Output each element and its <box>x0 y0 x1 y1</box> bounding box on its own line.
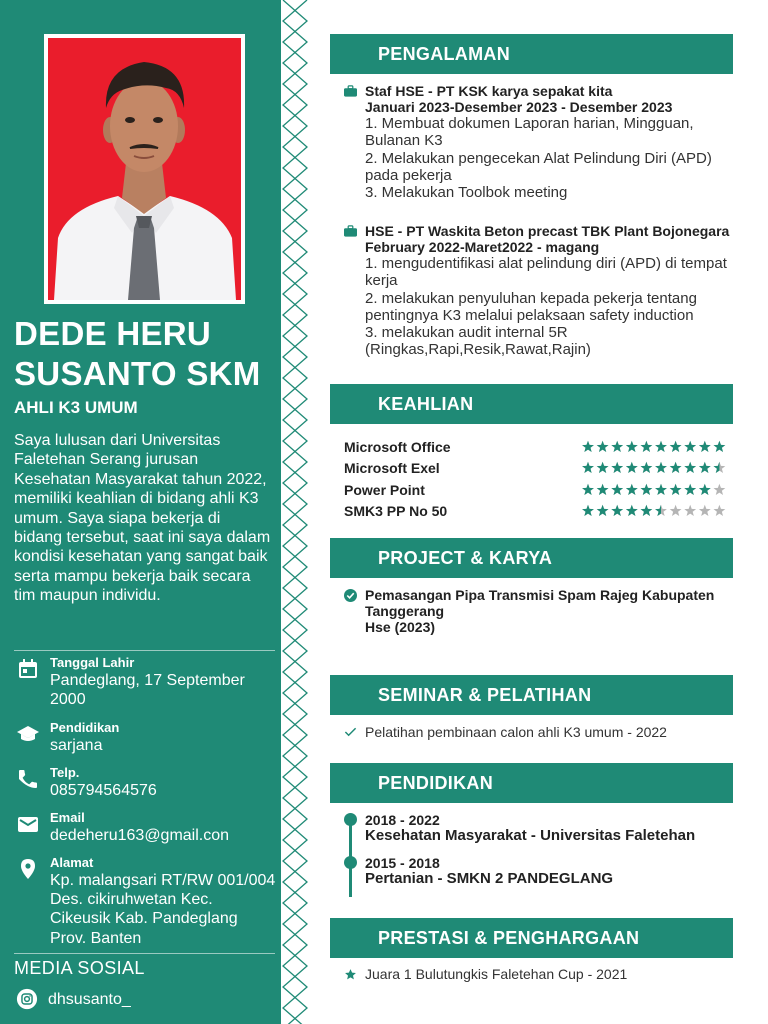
rating-star-filled <box>655 462 667 473</box>
skill-name: Microsoft Exel <box>344 460 440 476</box>
skill-name: Microsoft Office <box>344 439 451 455</box>
info-education <box>14 720 276 760</box>
rating-star <box>714 505 726 516</box>
rating-star-filled <box>655 441 667 452</box>
info-label: Pendidikan <box>50 720 120 735</box>
rating-star-filled <box>670 462 682 473</box>
email-icon <box>16 812 40 836</box>
rating-star-filled <box>582 441 594 452</box>
rating-star-filled <box>641 462 653 473</box>
rating-star-filled <box>684 462 696 473</box>
rating-star <box>684 505 696 516</box>
sidebar-separator <box>14 953 275 954</box>
section-projects-header <box>330 538 733 578</box>
skill-row <box>344 458 734 478</box>
section-education-header <box>330 763 733 803</box>
skill-row <box>344 437 734 457</box>
rating-star-filled <box>670 484 682 495</box>
info-label: Telp. <box>50 765 80 780</box>
award-text: Juara 1 Bulutungkis Faletehan Cup - 2021 <box>365 966 628 982</box>
instagram-icon <box>16 988 38 1010</box>
rating-star <box>699 505 711 516</box>
job-title: HSE - PT Waskita Beton precast TBK Plant Bojonegara <box>365 223 730 239</box>
education-years: 2015 - 2018 <box>365 855 440 871</box>
rating-star-filled <box>611 505 623 516</box>
rating-star-filled <box>597 505 609 516</box>
name-line-1: DEDE HERU <box>14 315 212 352</box>
rating-star-filled <box>684 484 696 495</box>
seminar-text: Pelatihan pembinaan calon ahli K3 umum - 2022 <box>365 724 667 740</box>
education-item <box>344 812 739 844</box>
info-birth <box>14 655 276 715</box>
rating-star-filled <box>611 441 623 452</box>
rating-star-filled <box>597 484 609 495</box>
job-duty: 3. melakukan audit internal 5R (Ringkas,Rapi,Resik,Rawat,Rajin) <box>365 324 591 359</box>
education-school: Pertanian - SMKN 2 PANDEGLANG <box>365 870 614 887</box>
experience-item <box>344 83 739 201</box>
check-circle-icon <box>344 589 357 602</box>
seminar-item <box>344 724 739 741</box>
rating-star-filled <box>641 505 653 516</box>
project-role: Hse (2023) <box>365 619 436 635</box>
social-media-title: MEDIA SOSIAL <box>14 958 145 978</box>
briefcase-icon <box>344 225 357 237</box>
job-duty: 2. melakukan penyuluhan kepada pekerja tentang pentingnya K3 melalui pelaksaan safety induction <box>365 289 697 324</box>
section-title: PENDIDIKAN <box>378 773 494 793</box>
rating-star-filled <box>684 441 696 452</box>
info-label: Alamat <box>50 855 94 870</box>
job-duty: 1. mengudentifikasi alat pelindung diri (APD) di tempat kerja <box>365 255 727 290</box>
section-skills-header <box>330 384 733 424</box>
rating-star-filled <box>670 441 682 452</box>
star-icon <box>344 968 357 981</box>
rating-star-filled <box>597 462 609 473</box>
job-duty: 2. Melakukan pengecekan Alat Pelindung Diri (APD) pada pekerja <box>365 149 712 184</box>
education-years: 2018 - 2022 <box>365 812 440 828</box>
rating-star <box>670 505 682 516</box>
education-school: Kesehatan Masyarakat - Universitas Faletehan <box>365 827 696 844</box>
rating-star-filled <box>626 462 638 473</box>
info-phone <box>14 765 276 805</box>
info-value[interactable]: 085794564576 <box>50 782 157 799</box>
section-title: PRESTASI & PENGHARGAAN <box>378 928 640 948</box>
rating-star-filled <box>611 484 623 495</box>
rating-star-filled <box>582 505 594 516</box>
skill-name: SMK3 PP No 50 <box>344 503 448 519</box>
skill-rating <box>581 437 731 457</box>
name-line-2: SUSANTO SKM <box>14 355 261 392</box>
check-icon <box>344 726 357 738</box>
skill-rating <box>581 458 731 478</box>
sidebar-separator <box>14 650 275 651</box>
job-period: Januari 2023-Desember 2023 - Desember 2023 <box>365 99 673 115</box>
rating-star-filled <box>655 484 667 495</box>
skill-rating <box>581 480 731 500</box>
about-text: Saya lulusan dari Universitas Faletehan Serang jurusan Kesehatan Masyarakat tahun 2022, memiliki keahlian di bidang ahli K3 umum. Saya siapa bekerja di bidang tersebut, saat ini saya dalam kondisi kesehatan yang sangat baik serta mampu bekerja baik secara tim maupun individu. <box>14 432 271 605</box>
info-value: sarjana <box>50 737 103 754</box>
info-value[interactable]: dedeheru163@gmail.con <box>50 827 230 844</box>
info-email <box>14 810 276 850</box>
job-duty: 1. Membuat dokumen Laporan harian, Mingguan, Bulanan K3 <box>365 115 694 150</box>
rating-star-filled <box>641 441 653 452</box>
section-title: KEAHLIAN <box>378 394 474 414</box>
profile-photo <box>44 34 245 304</box>
rating-star-filled <box>699 441 711 452</box>
calendar-icon <box>16 657 40 681</box>
project-item <box>344 587 739 635</box>
skill-row <box>344 480 734 500</box>
diamond-pattern <box>281 0 309 1024</box>
info-label: Tanggal Lahir <box>50 655 135 670</box>
experience-item <box>344 223 739 359</box>
phone-icon <box>16 767 40 791</box>
rating-star-filled <box>597 441 609 452</box>
rating-star-filled <box>699 484 711 495</box>
job-title: AHLI K3 UMUM <box>14 398 138 417</box>
instagram-handle: dhsusanto_ <box>48 991 131 1008</box>
rating-star-filled <box>626 505 638 516</box>
education-item <box>344 855 739 887</box>
skill-name: Power Point <box>344 482 425 498</box>
rating-star <box>714 484 726 495</box>
rating-star-filled <box>582 484 594 495</box>
location-pin-icon <box>16 857 40 881</box>
job-title: Staf HSE - PT KSK karya sepakat kita <box>365 83 613 99</box>
full-name <box>14 314 274 394</box>
info-label: Email <box>50 810 85 825</box>
skill-row <box>344 501 734 521</box>
section-title: PROJECT & KARYA <box>378 548 553 568</box>
rating-star-filled <box>611 462 623 473</box>
job-period: February 2022-Maret2022 - magang <box>365 239 600 255</box>
rating-star-filled <box>641 484 653 495</box>
rating-star-filled <box>714 441 726 452</box>
section-awards-header <box>330 918 733 958</box>
info-value: Kp. malangsari RT/RW 001/004 Des. cikiruhwetan Kec. Cikeusik Kab. Pandeglang Prov. Banten <box>50 872 276 947</box>
rating-star-filled <box>626 441 638 452</box>
skill-rating <box>581 501 731 521</box>
project-title: Pemasangan Pipa Transmisi Spam Rajeg Kabupaten Tanggerang <box>365 587 715 619</box>
job-duty: 3. Melakukan Toolbok meeting <box>365 184 568 202</box>
section-seminars-header <box>330 675 733 715</box>
section-experience-header <box>330 34 733 74</box>
section-title: SEMINAR & PELATIHAN <box>378 685 592 705</box>
award-item <box>344 966 739 983</box>
info-address <box>14 855 276 950</box>
section-title: PENGALAMAN <box>378 44 510 64</box>
rating-star-filled <box>699 462 711 473</box>
graduation-cap-icon <box>16 722 40 746</box>
briefcase-icon <box>344 85 357 97</box>
rating-star-filled <box>582 462 594 473</box>
info-value: Pandeglang, 17 September 2000 <box>50 672 245 709</box>
rating-star-filled <box>626 484 638 495</box>
